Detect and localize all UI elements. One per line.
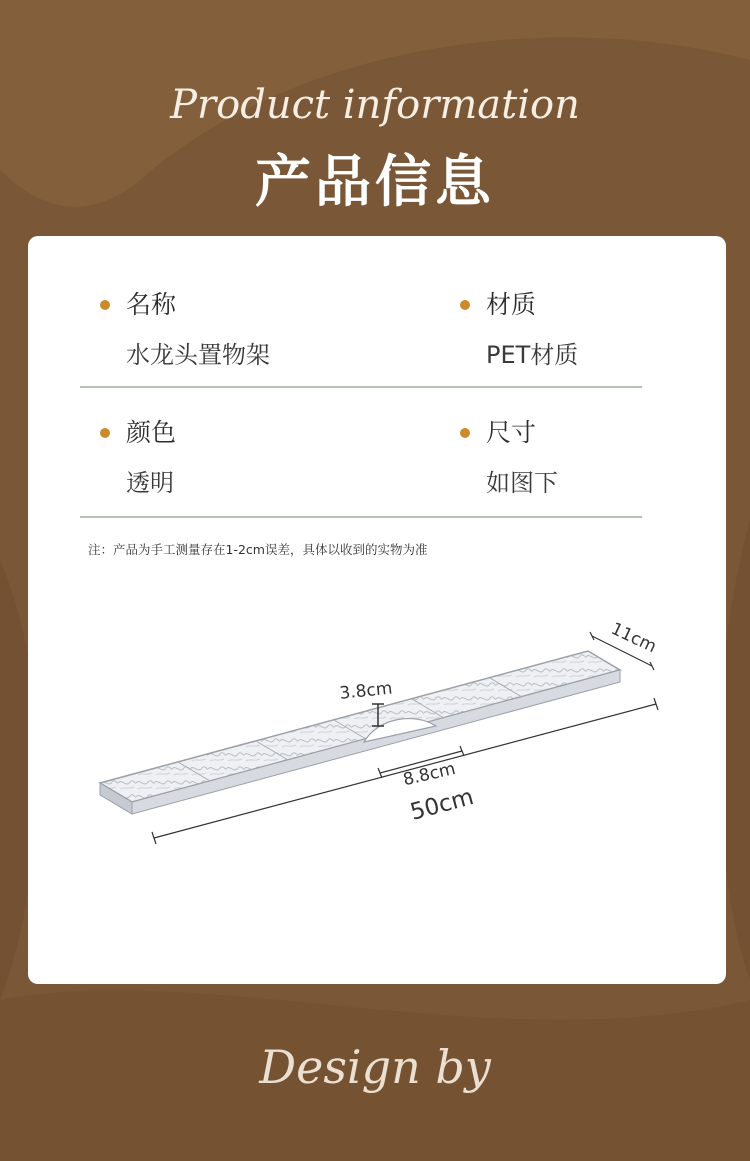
info-card [28, 236, 726, 984]
design-by-script: Design by [259, 1040, 491, 1094]
dim-width-label: 11cm [607, 618, 660, 658]
bullet-icon [460, 300, 470, 310]
shelf-image [100, 651, 620, 814]
product-dimension-diagram [28, 566, 726, 966]
field-name-label: 名称 [126, 290, 177, 319]
divider [80, 516, 642, 518]
dim-cutout-depth-label: 3.8cm [338, 678, 394, 704]
dim-cutout-width-label: 8.8cm [401, 758, 458, 791]
bullet-icon [460, 428, 470, 438]
field-color-value: 透明 [126, 469, 174, 497]
field-color-label: 颜色 [126, 418, 177, 447]
field-size-value: 如图下 [486, 469, 558, 497]
measurement-note: 注：产品为手工测量存在1-2cm误差，具体以收到的实物为准 [88, 542, 428, 557]
script-title: Product information [170, 82, 580, 128]
dimension-cutout-width [378, 746, 464, 790]
field-name-value: 水龙头置物架 [126, 341, 270, 369]
divider [80, 386, 642, 388]
field-size-label: 尺寸 [486, 418, 537, 447]
field-material-label: 材质 [486, 290, 537, 319]
page-title: 产品信息 [255, 150, 495, 215]
dim-length-label: 50cm [407, 784, 477, 826]
bullet-icon [100, 300, 110, 310]
field-material-value: PET材质 [486, 341, 579, 369]
bullet-icon [100, 428, 110, 438]
